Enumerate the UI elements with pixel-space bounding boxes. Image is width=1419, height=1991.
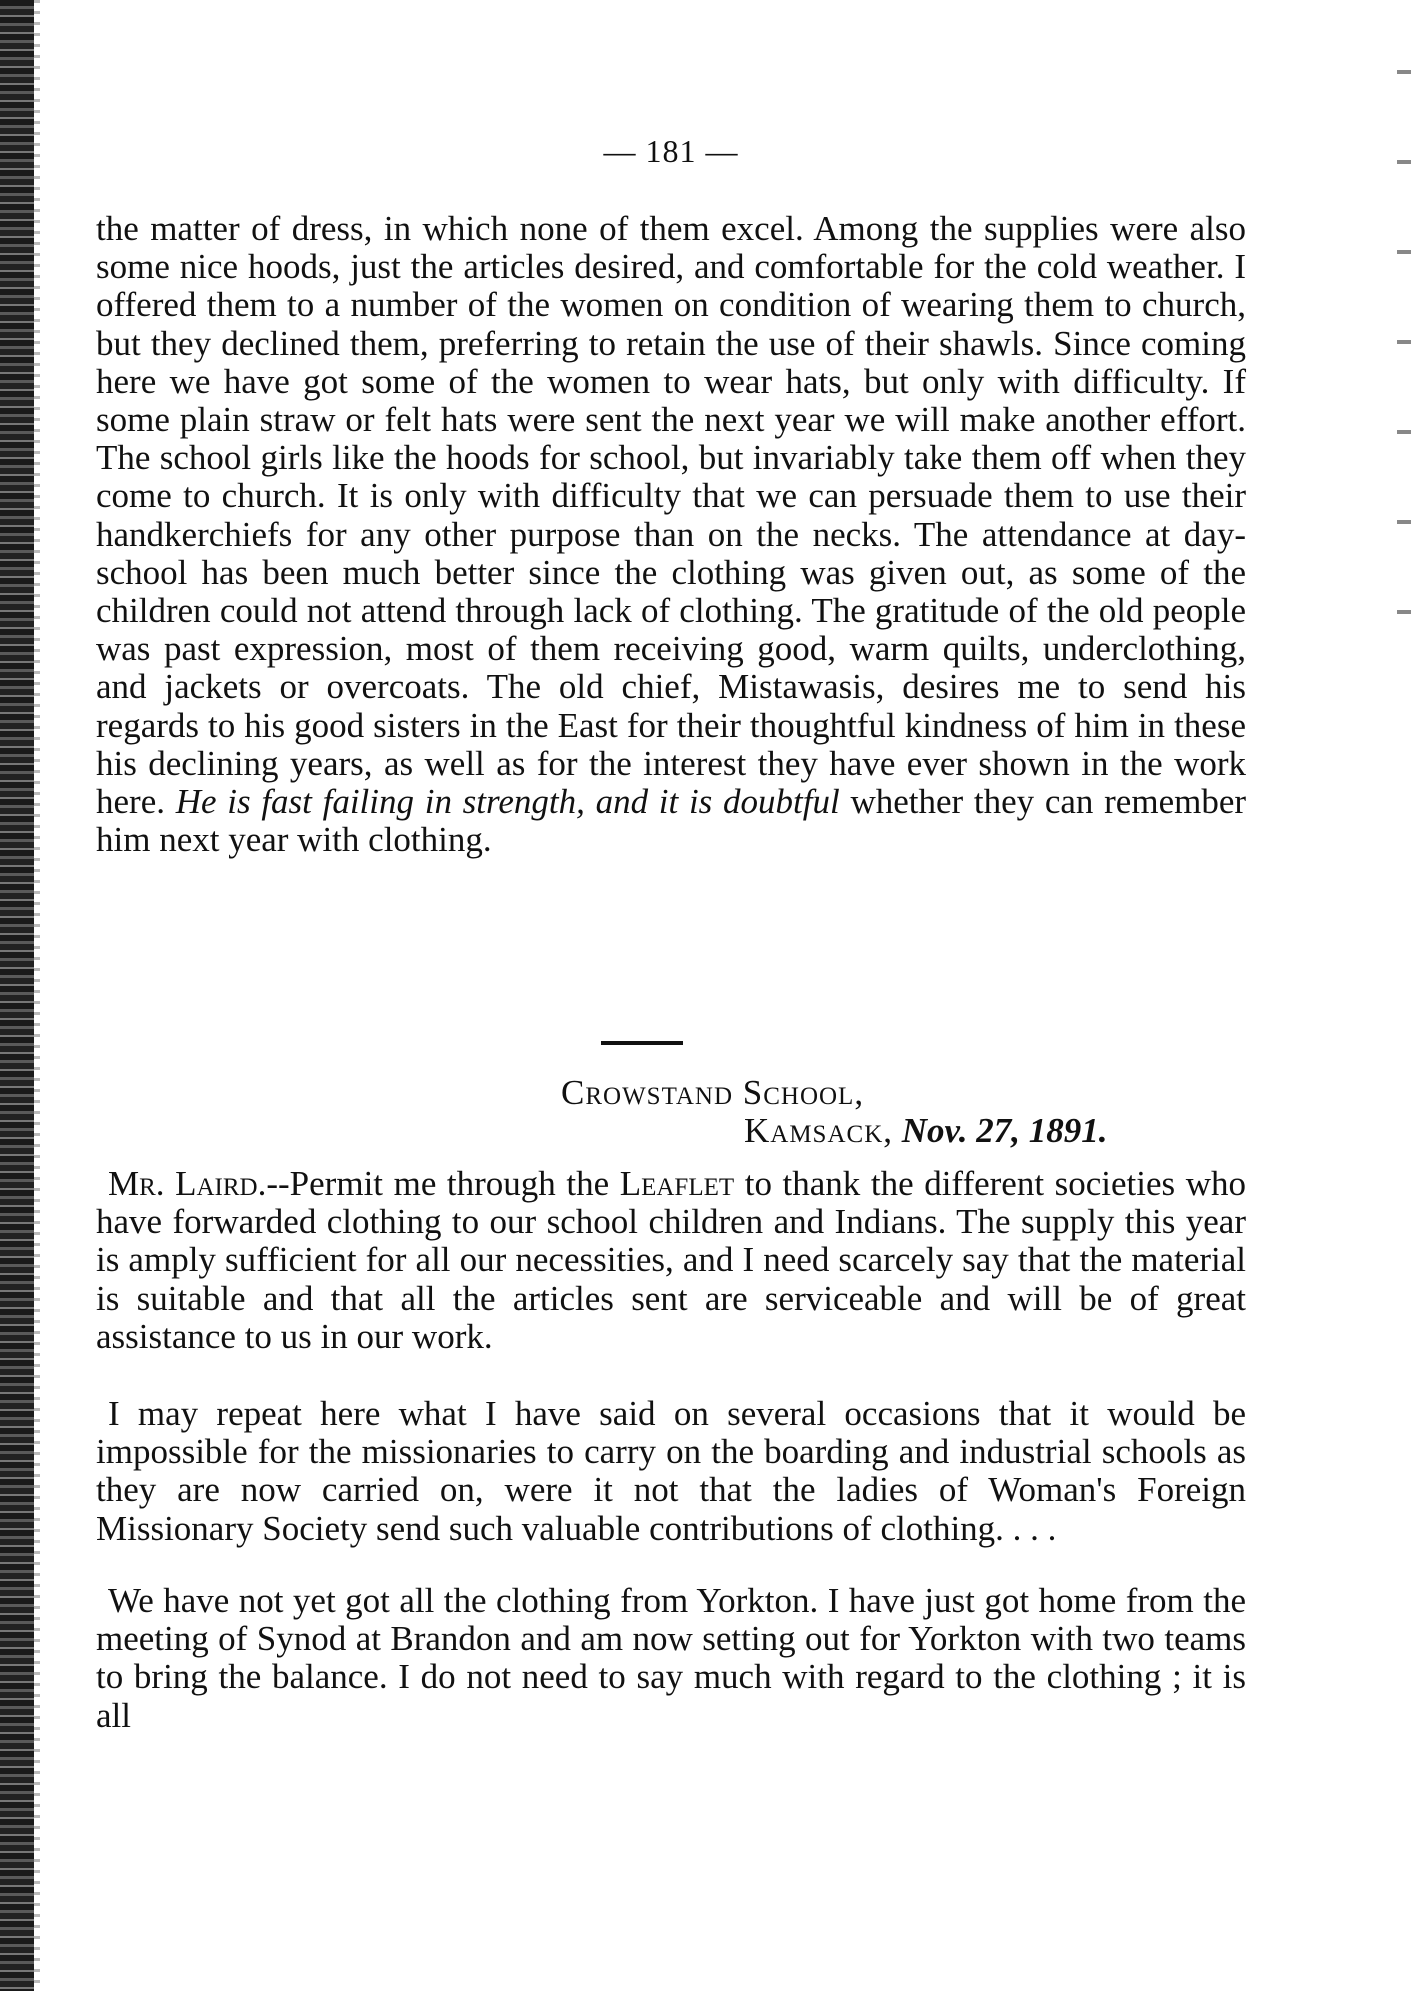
paragraph-2-text-a: --Permit me through the <box>266 1164 610 1203</box>
letter-heading-place: Kamsack, <box>744 1111 893 1150</box>
paragraph-1-italic-text: He is fast failing in strength, and it is doubtful <box>175 782 840 822</box>
paragraph-1-text: the matter of dress, in which none of them excel. Among the supplies were also some nice hoods, just the articles desired, and comfortable for the cold weather. I offered them to a number of the women on condition of wearing them to church, but they declined them, preferring to retain the use of their shawls. Since coming here we have got some of the women to wear hats, but only with difficulty. If some plain straw or felt hats were sent the next year we will make another effort. The school girls like the hoods for school, but invariably take them off when they come to church. It is only with difficulty that we can persuade them to use their handkerchiefs for any other purpose than on the necks. The attendance at day-school has been much better since the clothing was given out, as some of the children could not attend through lack of clothing. The gratitude of the old people was past expression, most of them receiving good, warm quilts, underclothing, and jackets or overcoats. The old chief, Mistawasis, desires me to send his regards to his good sisters in the East for their thoughtful kindness of him in these his declining years, as well as for the interest they have ever shown in the work here. <box>96 209 1246 822</box>
letter-heading-place-date <box>744 1111 1108 1151</box>
document-page <box>96 0 1246 1991</box>
binding-edge <box>0 0 34 1991</box>
paragraph-1 <box>96 210 1246 859</box>
salutation: Mr. Laird. <box>108 1164 267 1203</box>
paragraph-4: We have not yet got all the clothing from Yorkton. I have just got home from the meeting of Synod at Brandon and am now setting out for Yorkton with two teams to bring the balance. I do not need to say much with regard to the clothing ; it is all <box>96 1581 1246 1735</box>
paragraph-3: I may repeat here what I have said on several occasions that it would be impossible for the missionaries to carry on the boarding and industrial schools as they are now carried on, were it not that the ladies of Woman's Foreign Missionary Society send such valuable contributions of clothing. . . . <box>96 1394 1246 1548</box>
leaflet-title: Leaflet <box>619 1164 735 1203</box>
letter-heading-date: Nov. 27, 1891. <box>901 1111 1108 1150</box>
letter-heading-school: Crowstand School, <box>561 1073 865 1112</box>
paragraph-2-text-b: to thank the different societies who have forwarded clothing to our school children and Indians. The supply this year is amply sufficient for all our necessities, and I need scarcely say that the material is suitable and that all the articles sent are serviceable and will be of great assistance to us in our work. <box>96 1164 1246 1356</box>
section-divider <box>601 1041 683 1045</box>
scan-specks <box>1397 30 1411 630</box>
paragraph-1-closing-text: whether they can remember him next year with clothing. <box>96 782 1247 860</box>
paragraph-2 <box>96 1165 1246 1356</box>
page-number: — 181 — <box>603 133 739 169</box>
